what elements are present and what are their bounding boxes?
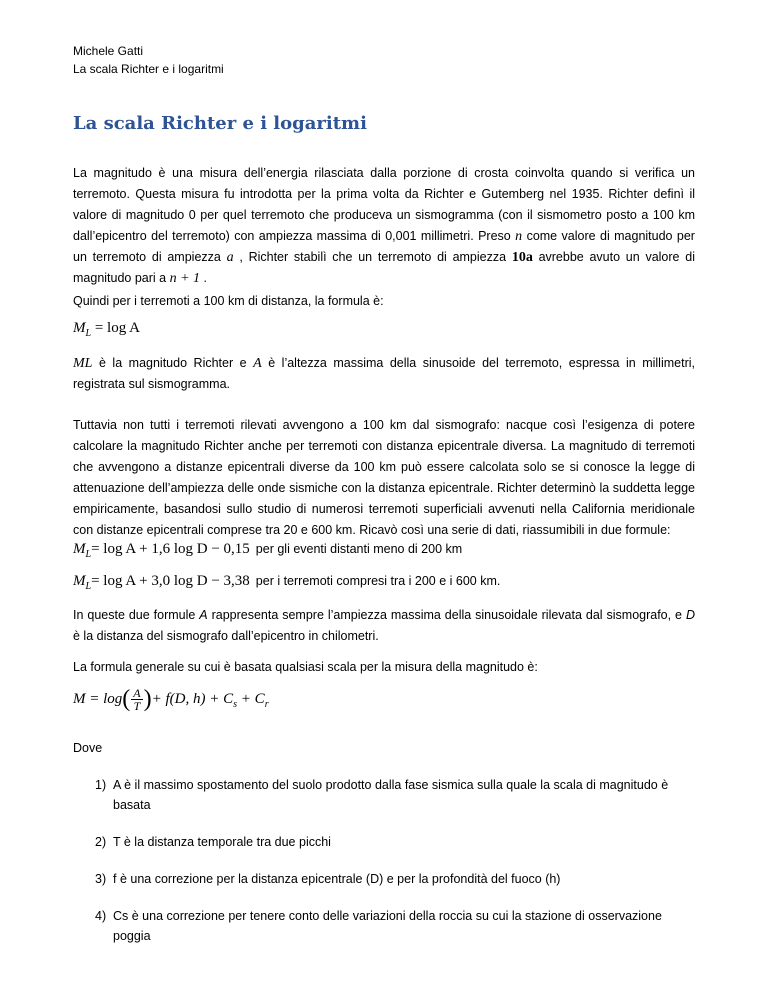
formula1-lhs: M: [73, 320, 86, 336]
var-n-plus-1: n + 1: [169, 271, 201, 286]
list-item-number: 4): [95, 909, 107, 923]
list-item-number: 2): [95, 835, 107, 849]
formula4-denominator: T: [133, 699, 141, 713]
var-A: A: [253, 356, 262, 371]
formula-richter: [73, 320, 140, 339]
explain-text-1: è la magnitudo Richter e: [98, 356, 247, 370]
var-ml: ML: [73, 356, 93, 371]
formula4-numerator: A: [133, 686, 141, 700]
formula4-lhs: M = log: [73, 690, 123, 707]
list-item-number: 1): [95, 778, 107, 792]
formula4-sub-s: s: [233, 698, 238, 710]
list-item-text: Cs è una correzione per tenere conto delle variazioni della roccia su cui la stazione di osservazione poggia: [113, 909, 662, 943]
formula4-sub-r: r: [264, 698, 269, 710]
p3-text-1: In queste due formule: [73, 608, 196, 622]
header-doc-title: La scala Richter e i logaritmi: [73, 62, 224, 76]
general-formula-intro: La formula generale su cui è basata qualsiasi scala per la misura della magnitudo è:: [73, 660, 538, 674]
formula1-sub: L: [85, 328, 92, 339]
formula-200-600km: $M_L= \log A + 3,0$ log D − 3,38 per i terremoti compresi tra i 200 e i 600 km.: [73, 573, 501, 592]
intro-text-1: La magnitudo è una misura dell’energia rilasciata dalla porzione di crosta coinvolta quando si verifica un terremoto. Questa misura fu introdotta per la prima volta da Richter e Gutemberg nel 1935. Richter definì il valore di magnitudo 0 per quel terremoto che produceva un sismogramma (con il sismometro posto a 100 km dall’epicentro del terremoto) con ampiezza massima di 0,001 millimetri. Preso: [73, 166, 695, 243]
formula-variables-paragraph: [73, 605, 695, 647]
explain-text-2: è l’altezza massima della sinusoide del terremoto, espressa in millimetri, registrata sul sismogramma.: [73, 356, 695, 391]
formula3-expr: = log A + 3,0 log D − 3,38: [91, 573, 250, 589]
formula2-note: per gli eventi distanti meno di 200 km: [255, 542, 463, 556]
formula4-fraction: [131, 687, 142, 712]
intro-text-2: come valore di magnitudo per un terremoto di ampiezza: [73, 229, 695, 264]
list-item-text: T è la distanza temporale tra due picchi: [113, 835, 331, 849]
formula-under-200km: $M_L= \log A + 1,6$ log D − 0,15 per gli eventi distanti meno di 200 km: [73, 541, 463, 560]
var-10a: 10a: [511, 250, 533, 265]
attenuation-paragraph: Tuttavia non tutti i terremoti rilevati avvengono a 100 km dal sismografo: nacque così l’esigenza di potere calcolare la magnitudo Richter anche per terremoti con distanza epicentrale diversa. La magnitudo di terremoti che avvengono a distanze epicentrali diverse da 100 km può essere calcolata solo se si conosce la legge di attenuazione dell’ampiezza delle onde sismiche con la distanza epicentrale. Richter determinò la suddetta legge empiricamente, basandosi sullo studio di numerosi terremoti superficiali avvenuti nella California meridionale con distanze epicentrali comprese tra 20 e 600 km. Ricavò così una serie di dati, riassumibili in due formule:: [73, 418, 695, 537]
list-item: [95, 775, 695, 815]
formula-general: M = log( $\frac{A}{T}$ )+ f(D, $h) + C_s + C_r$: [73, 686, 269, 713]
list-item: [95, 869, 695, 889]
var-n: n: [515, 229, 523, 244]
formula4-f: + f(D, h) + C: [151, 690, 234, 707]
list-item: [95, 906, 695, 946]
intro-text-5: .: [203, 271, 208, 285]
p3-text-2: rappresenta sempre l’ampiezza massima della sinusoidale rilevata dal sismografo, e: [211, 608, 682, 622]
p3-var-D: D: [685, 608, 695, 622]
intro-paragraph: [73, 163, 695, 289]
header-author: Michele Gatti: [73, 44, 144, 58]
list-item-number: 3): [95, 872, 107, 886]
list-item-text: A è il massimo spostamento del suolo prodotto dalla fase sismica sulla quale la scala di magnitudo è basata: [113, 778, 669, 812]
formula-explanation: [73, 353, 695, 395]
page-header: [73, 42, 224, 78]
formula1-rhs: = log A: [91, 320, 140, 336]
formula3-note: per i terremoti compresi tra i 200 e i 600 km.: [255, 574, 501, 588]
list-item: [95, 832, 695, 852]
var-a: a: [226, 250, 234, 265]
formula-intro: Quindi per i terremoti a 100 km di distanza, la formula è:: [73, 294, 384, 308]
document-title: La scala Richter e i logaritmi: [73, 113, 367, 134]
intro-text-3: , Richter stabilì che un terremoto di ampiezza: [239, 250, 507, 264]
list-item-text: f è una correzione per la distanza epicentrale (D) e per la profondità del fuoco (h): [113, 872, 561, 886]
intro-text-4: avrebbe avuto un valore di magnitudo pari a: [73, 250, 695, 285]
p3-var-A: A: [199, 608, 208, 622]
dove-label: Dove: [73, 741, 103, 755]
p3-text-3: è la distanza del sismografo dall’epicentro in chilometri.: [73, 629, 379, 643]
formula2-expr: = log A + 1,6 log D − 0,15: [91, 541, 250, 557]
formula4-plus: + C: [237, 690, 265, 707]
